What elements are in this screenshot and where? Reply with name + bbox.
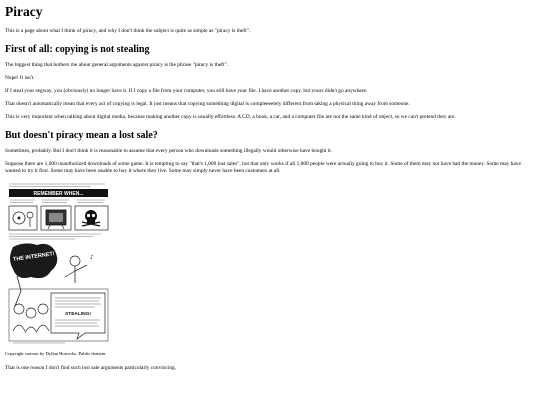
- paragraph: Suppose there are 1,000 unauthorized downloads of some game. It is tempting to say "that's 1,000 lost sales", but that only works if all 1,000 people were actually going to buy it. Some of them may not have had the money. Some may have wanted to try it first. Some may have been unable to buy it where they live. Some may simply never have been customers at all.: [5, 160, 521, 174]
- section-heading-copying: First of all: copying is not stealing: [5, 43, 150, 55]
- music-note-icon: ♪: [90, 253, 94, 261]
- paragraph: Sometimes, probably. But I don't think it is reasonable to assume that every person who downloads something illegally would otherwise have bought it.: [5, 147, 333, 154]
- comic-stealing-label: STEALING!: [65, 311, 91, 317]
- section-heading-lost-sale: But doesn't piracy mean a lost sale?: [5, 129, 158, 141]
- comic-internet-label: THE INTERNET!: [12, 250, 56, 263]
- comic-banner: REMEMBER WHEN...: [33, 190, 84, 197]
- paragraph: This is very important when talking about digital media, because making another copy is usually effortless. A CD, a book, a car, and a computer file are not the same kind of object, so we can't pretend they are.: [5, 113, 456, 120]
- paragraph: Nope! It isn't.: [5, 74, 35, 81]
- paragraph: If I steal your segway, you (obviously) no longer have it. If I copy a file from your computer, you still have your file. I have another copy, but yours didn't go anywhere.: [5, 87, 368, 94]
- paragraph: That doesn't automatically mean that every act of copying is legal. It just means that copying something digital is compleeeetely different from taking a physical thing away from someone.: [5, 100, 410, 107]
- closing-paragraph: That is one reason I don't find such lost sale arguments particularly convincing.: [5, 364, 177, 371]
- page-title: Piracy: [5, 4, 43, 19]
- copyright-comic-image: [5, 181, 112, 347]
- intro-paragraph: This is a page about what I think of piracy, and why I don't think the subject is quite as simple as "piracy is theft".: [5, 27, 251, 34]
- paragraph: The biggest thing that bothers me about general arguments against piracy is the phrase "piracy is theft".: [5, 61, 229, 68]
- image-caption: Copyright cartoon by Dyllan Horrocks. Public domain.: [5, 350, 107, 356]
